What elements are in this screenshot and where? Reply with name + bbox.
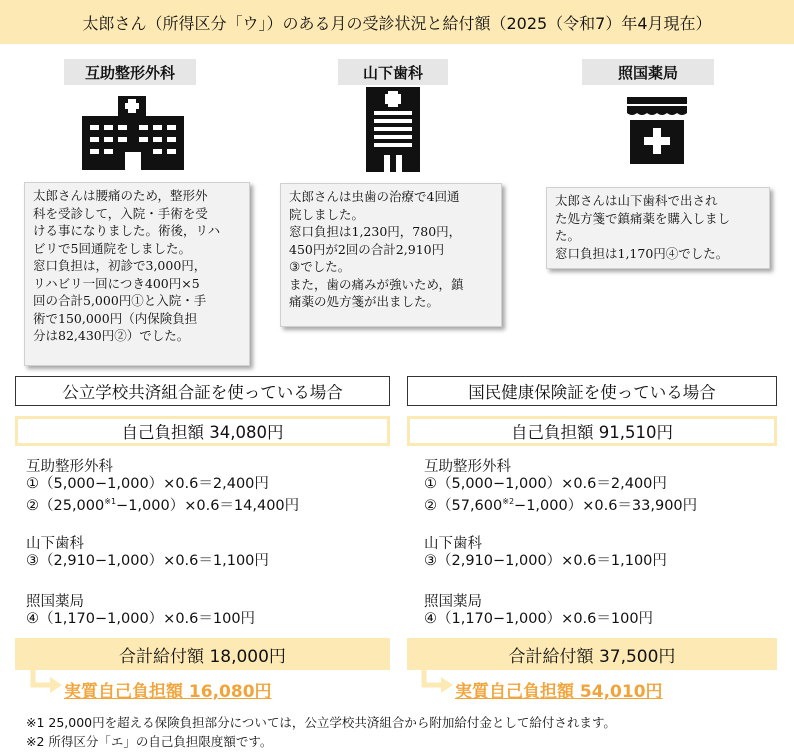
footnote-1: ※1 25,000円を超える保険負担部分については，公立学校共済組合から附加給付金として給付されます。 bbox=[26, 715, 616, 730]
right-line-2: $②(57,600^{※2}-1,000)\times 0.6=33,900$円 bbox=[424, 497, 698, 514]
facility-label-dental: 山下歯科 bbox=[338, 59, 448, 85]
right-pharmacy-name: 照国薬局 bbox=[424, 594, 482, 610]
footnote-2: ※2 所得区分「エ」の自己負担限度額です。 bbox=[26, 734, 273, 749]
left-line-2: $②(25,000^{※1}-1,000)\times 0.6=14,400$円 bbox=[26, 497, 300, 514]
left-pharmacy-name: 照国薬局 bbox=[26, 594, 84, 610]
facility-label-pharmacy: 照国薬局 bbox=[582, 59, 714, 85]
pharmacy-icon bbox=[627, 97, 687, 164]
right-line-1: ①（5,000−1,000）×0.6＝2,400円 bbox=[424, 476, 667, 492]
left-line-3: ③（2,910−1,000）×0.6＝1,100円 bbox=[26, 553, 269, 569]
page-title: 太郎さん（所得区分「ウ」）のある月の受診状況と給付額（2025（令和7）年4月現在） bbox=[0, 0, 794, 44]
right-footnote-mark-2: ※2 bbox=[502, 497, 515, 506]
right-dental-name: 山下歯科 bbox=[424, 536, 482, 552]
note-pharmacy: 太郎さんは山下歯科で出され た処方箋で鎮痛薬を購入しまし た。 窓口負担は1,170円④でした。 bbox=[546, 187, 770, 269]
clinic-building-icon bbox=[366, 87, 420, 172]
left-line-1: ①（5,000−1,000）×0.6＝2,400円 bbox=[26, 476, 269, 492]
facility-label-surgery: 互助整形外科 bbox=[64, 59, 196, 85]
right-line-3: ③（2,910−1,000）×0.6＝1,100円 bbox=[424, 553, 667, 569]
note-dental: 太郎さんは虫歯の治療で4回通 院しました。 窓口負担は1,230円，780円， 450円が2回の合計2,910円 ③でした。 また，歯の痛みが強いため，鎮 痛薬の処方箋が出ました。 bbox=[280, 183, 502, 327]
right-calc-pharmacy bbox=[424, 594, 653, 628]
left-footnote-mark-1: ※1 bbox=[104, 497, 117, 506]
right-calc-dental bbox=[424, 536, 667, 570]
right-surgery-name: 互助整形外科 bbox=[424, 459, 511, 475]
left-line-4: ④（1,170−1,000）×0.6＝100円 bbox=[26, 611, 256, 627]
left-calc-dental bbox=[26, 536, 269, 570]
left-surgery-name: 互助整形外科 bbox=[26, 459, 113, 475]
left-total: 合計給付額 18,000円 bbox=[15, 638, 390, 670]
note-surgery: 太郎さんは腰痛のため，整形外 科を受診して，入院・手術を受 ける事になりました。術後，リハ ビリで5回通院をしました。 窓口負担は，初診で3,000円， リハビリ一回につき400円×5 回の合計5,000円①と入院・手 術で150,000円（内保険負担 分は82,430円②）でした。 bbox=[24, 182, 250, 366]
hospital-building-icon bbox=[80, 96, 186, 170]
left-section-header: 公立学校共済組合証を使っている場合 bbox=[15, 376, 390, 406]
right-self-pay: 自己負担額 91,510円 bbox=[407, 416, 777, 446]
right-line-4: ④（1,170−1,000）×0.6＝100円 bbox=[424, 611, 654, 627]
right-actual: 実質自己負担額 54,010円 bbox=[455, 682, 663, 702]
right-section-header: 国民健康保険証を使っている場合 bbox=[407, 376, 777, 406]
left-arrow-icon bbox=[30, 668, 64, 694]
left-dental-name: 山下歯科 bbox=[26, 536, 84, 552]
right-arrow-icon bbox=[421, 668, 455, 694]
left-calc-pharmacy bbox=[26, 594, 255, 628]
right-calc-surgery bbox=[424, 459, 697, 515]
left-self-pay: 自己負担額 34,080円 bbox=[15, 416, 390, 446]
left-actual: 実質自己負担額 16,080円 bbox=[64, 682, 272, 702]
left-calc-surgery bbox=[26, 459, 299, 515]
right-total: 合計給付額 37,500円 bbox=[407, 638, 777, 670]
